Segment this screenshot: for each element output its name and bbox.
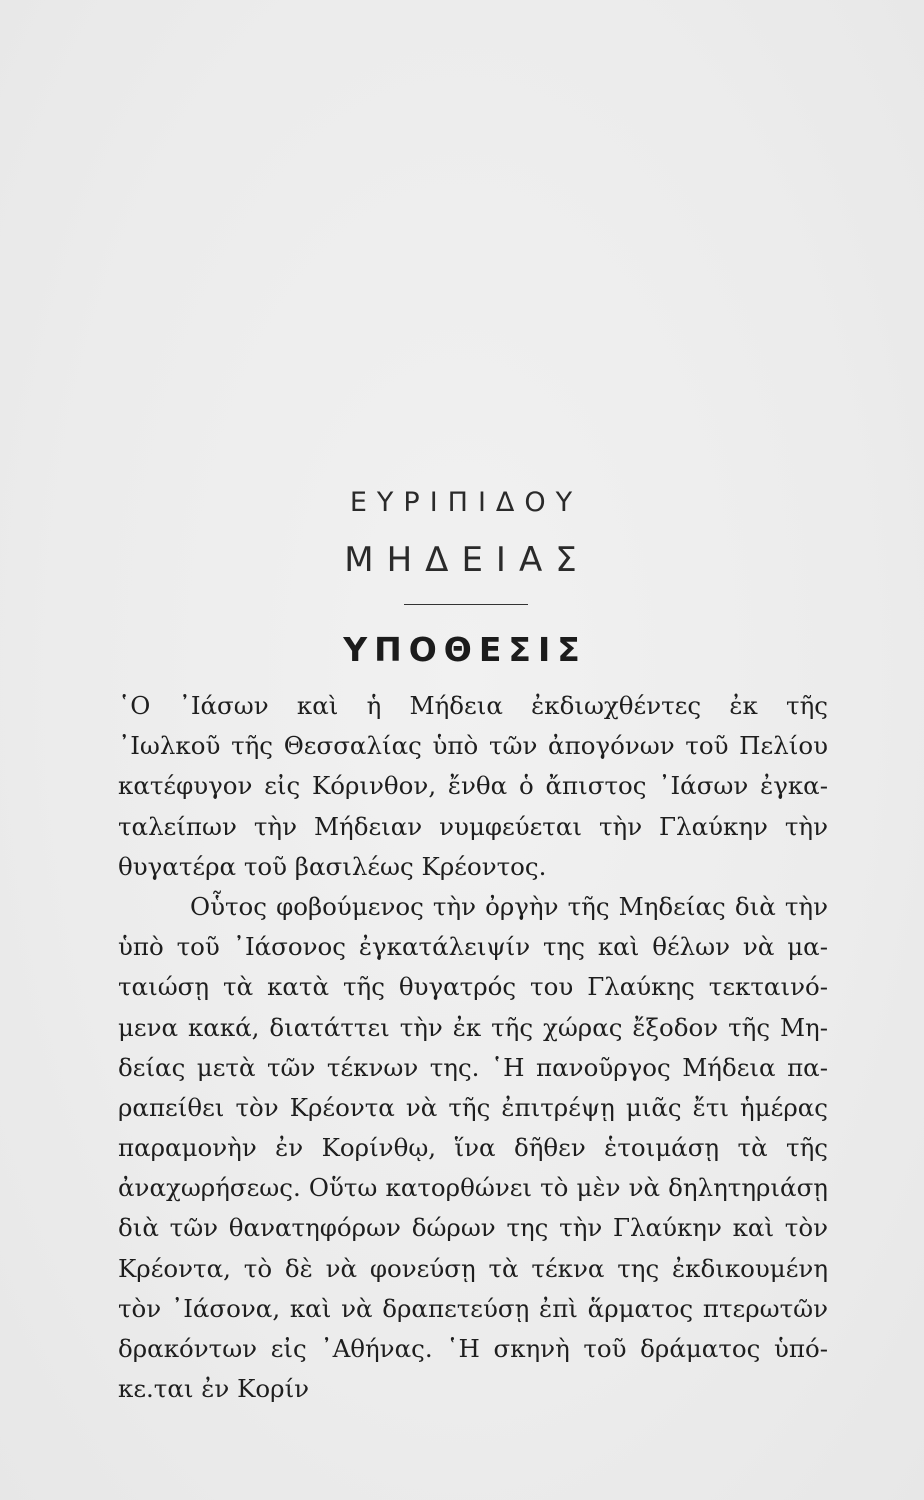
text-line: παραμονὴν ἐν Κορίνθῳ, ἵνα δῆθεν ἑτοιμάσῃ τὰ τῆς [118, 1133, 828, 1163]
text-line: ἀναχωρήσεως. Οὕτω κατορθώνει τὸ μὲν νὰ δηλητηριάσῃ [118, 1173, 828, 1203]
text-line: διὰ τῶν θανατηφόρων δώρων της τὴν Γλαύκην καὶ τὸν [118, 1213, 828, 1243]
text-line: θυγατέρα τοῦ βασιλέως Κρέοντος. [118, 851, 547, 881]
text-line: ραπείθει τὸν Κρέοντα νὰ τῆς ἐπιτρέψῃ μιᾶς ἔτι ἡμέρας [118, 1092, 828, 1122]
text-line: δείας μετὰ τῶν τέκνων της. ῾Η πανοῦργος Μήδεια πα- [118, 1052, 828, 1082]
section-heading: ΥΠΟΘΕΣΙΣ [343, 630, 587, 669]
title-divider [404, 604, 528, 605]
text-line: ῾Ο ᾿Ιάσων καὶ ἡ Μήδεια ἐκδιωχθέντες ἐκ τῆς [118, 691, 828, 720]
text-line: ὑπὸ τοῦ ᾿Ιάσονος ἐγκατάλειψίν της καὶ θέλων νὰ μα- [118, 932, 828, 962]
text-line: Κρέοντα, τὸ δὲ νὰ φονεύσῃ τὰ τέκνα της ἐκδικουμένη [118, 1253, 828, 1283]
play-title: ΜΗΔΕΙΑΣ [344, 540, 590, 580]
text-line: κε.ται ἐν Κορίν [118, 1374, 310, 1404]
author-heading: ΕΥΡΙΠΙΔΟΥ [349, 487, 583, 518]
text-line: ταλείπων τὴν Μήδειαν νυμφεύεται τὴν Γλαύκην τὴν [118, 811, 828, 841]
synopsis-text [118, 686, 828, 1409]
text-line: ταιώσῃ τὰ κατὰ τῆς θυγατρός του Γλαύκης τεκταινό- [118, 972, 828, 1002]
text-line: Οὗτος φοβούμενος τὴν ὀργὴν τῆς Μηδείας διὰ τὴν [190, 891, 828, 921]
text-line: δρακόντων εἰς ᾿Αθήνας. ῾Η σκηνὴ τοῦ δράματος ὑπό- [118, 1334, 828, 1363]
text-line: μενα κακά, διατάττει τὴν ἐκ τῆς χώρας ἔξοδον τῆς Μη- [118, 1012, 828, 1042]
text-line: ᾿Ιωλκοῦ τῆς Θεσσαλίας ὑπὸ τῶν ἀπογόνων τοῦ Πελίου [118, 731, 828, 761]
text-line: κατέφυγον εἰς Κόρινθον, ἔνθα ὁ ἄπιστος ᾿Ιάσων ἐγκα- [118, 771, 828, 801]
text-line: τὸν ᾿Ιάσονα, καὶ νὰ δραπετεύσῃ ἐπὶ ἅρματος πτερωτῶν [118, 1293, 828, 1323]
